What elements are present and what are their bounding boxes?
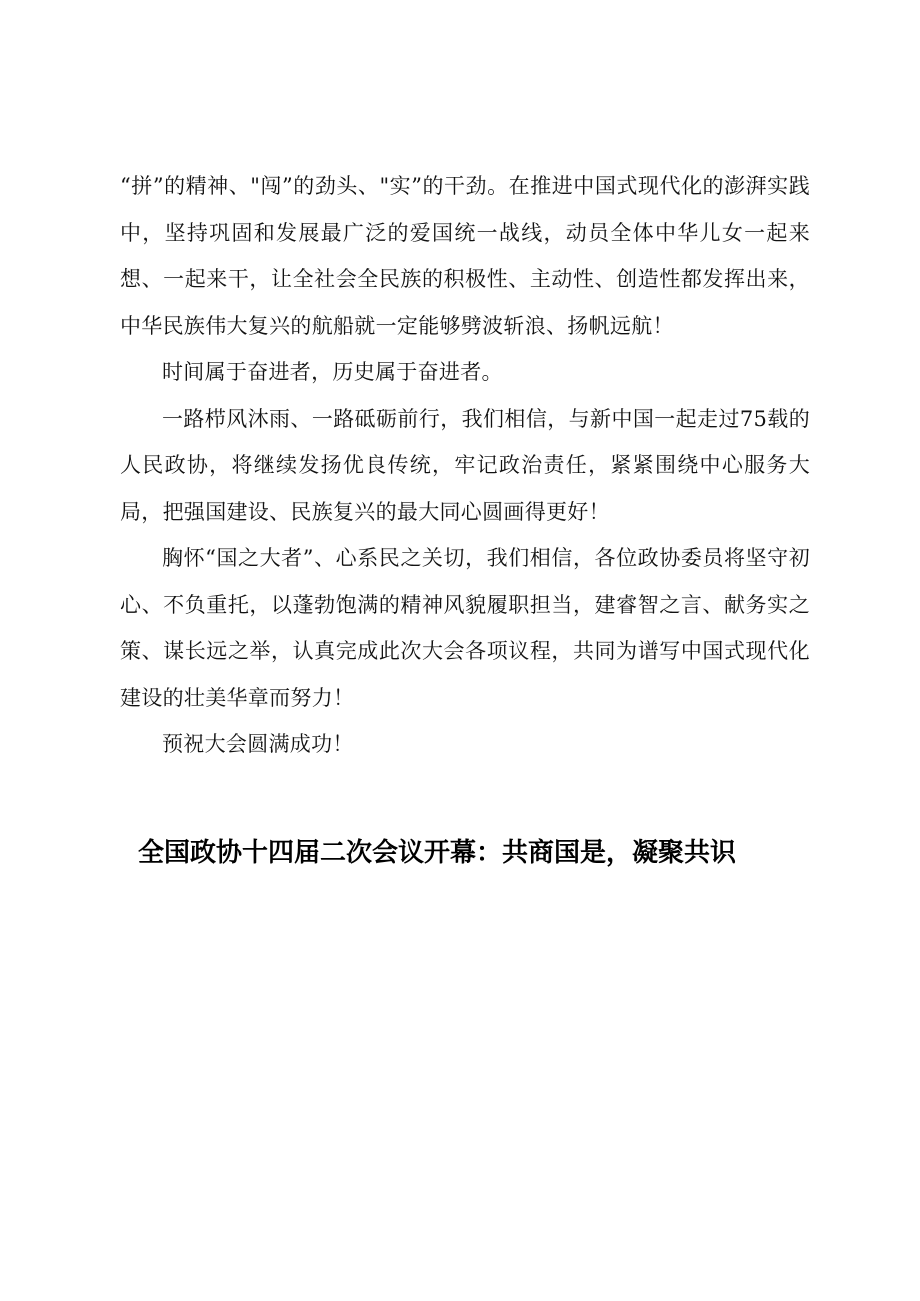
paragraph-continuation: “拼”的精神、"闯”的劲头、"实”的干劲。在推进中国式现代化的澎湃实践中，坚持巩固和发展最广泛的爱国统一战线，动员全体中华儿女一起来想、一起来干，让全社会全民族的积极性、主动性、创造性都发挥出来，中华民族伟大复兴的航船就一定能够劈波斩浪、扬帆远航！ [120, 174, 810, 338]
paragraph-time-belongs: 时间属于奋进者，历史属于奋进者。 [162, 360, 503, 384]
section-heading: 全国政协十四届二次会议开幕：共商国是，凝聚共识 [138, 838, 737, 868]
article-body [120, 163, 810, 768]
paragraph-members-mission: 胸怀“国之大者”、心系民之关切，我们相信，各位政协委员将坚守初心、不负重托，以蓬勃饱满的精神风貌履职担当，建睿智之言、献务实之策、谋长远之举，认真完成此次大会各项议程，共同为谱写中国式现代化建设的壮美华章而努力！ [120, 546, 810, 710]
paragraph-cppcc-75-years: 一路栉风沐雨、一路砥砺前行，我们相信，与新中国一起走过75载的人民政协，将继续发扬优良传统，牢记政治责任，紧紧围绕中心服务大局，把强国建设、民族复兴的最大同心圆画得更好！ [120, 406, 810, 524]
paragraph-wish-success: 预祝大会圆满成功！ [162, 732, 354, 756]
